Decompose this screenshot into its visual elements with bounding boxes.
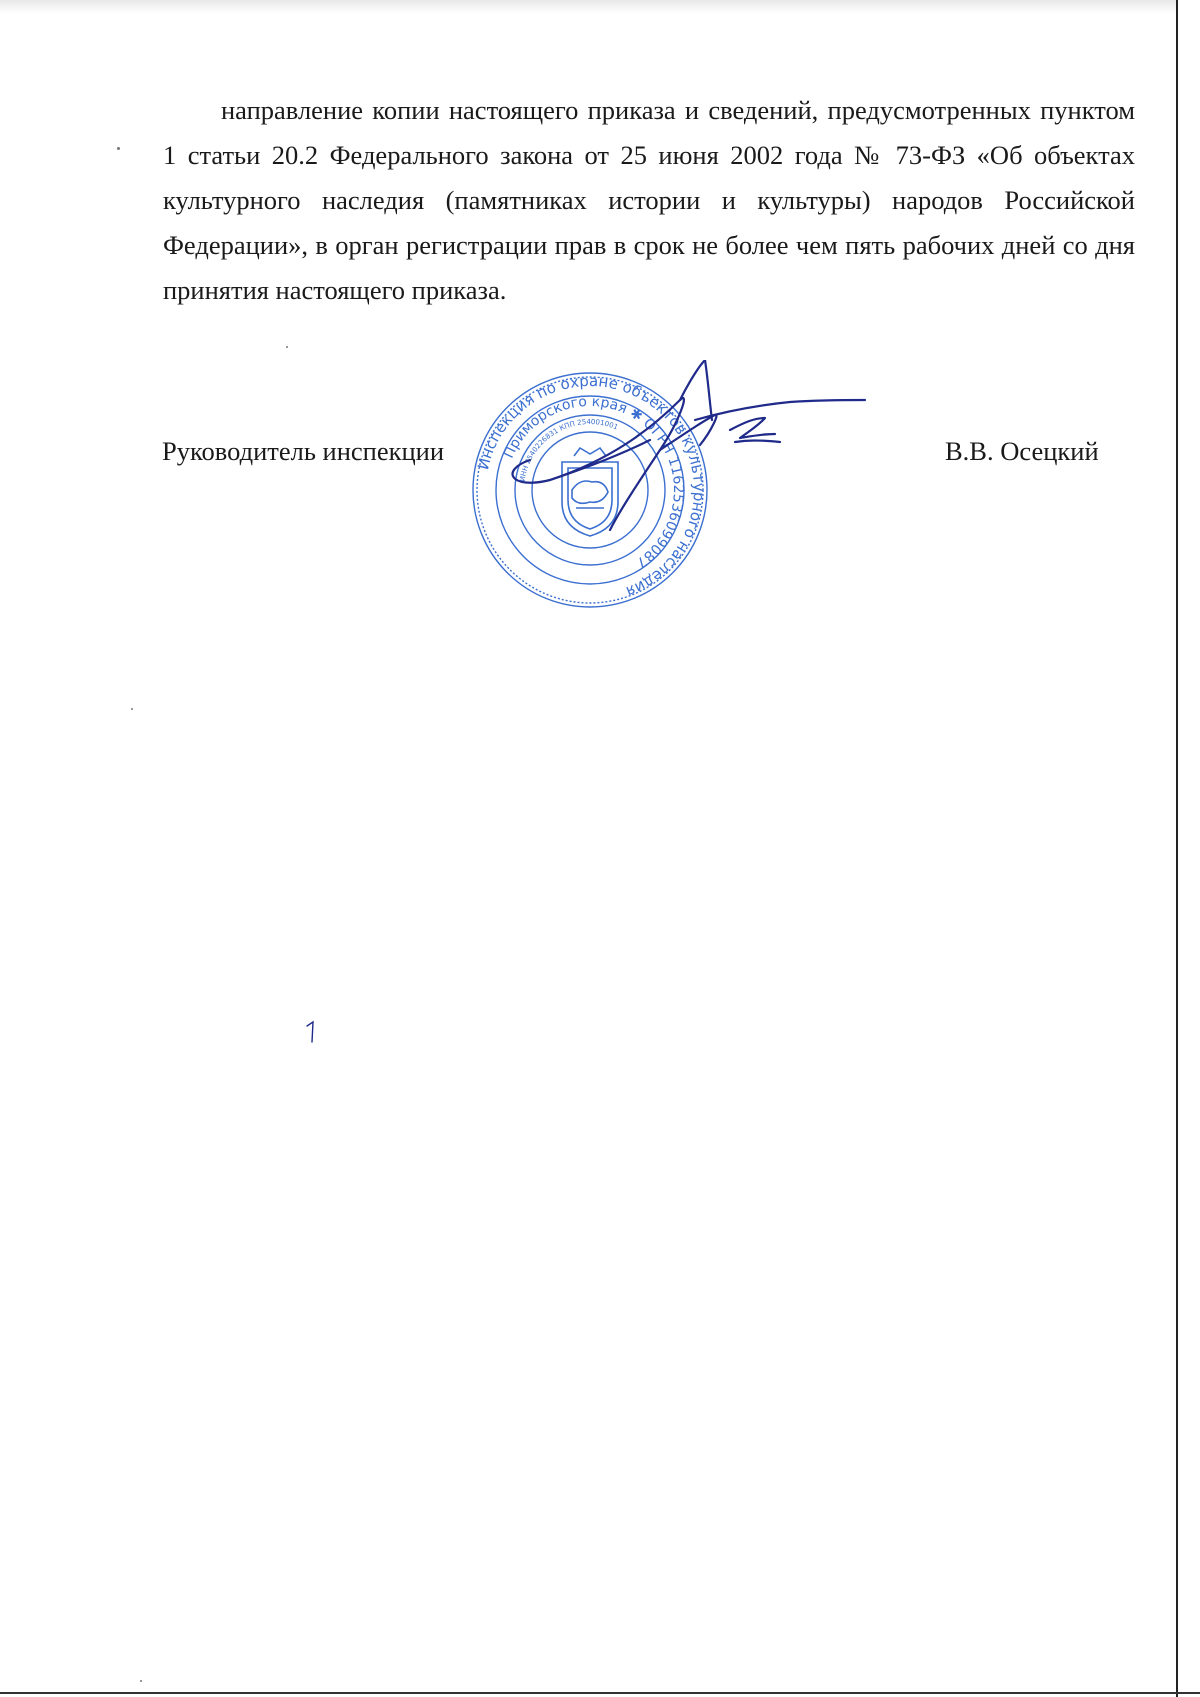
body-paragraph: направление копии настоящего приказа и сведений, предусмотренных пунктом 1 статьи 20.2 Федерального закона от 25 июня 2002 года № 73-ФЗ «Об объектах культурного наследия (памятниках истории и культуры) народов Российской Федерации», в орган регистрации прав в срок не более чем пять рабочих дней со дня принятия настоящего приказа. — [163, 95, 1135, 305]
scan-top-shade — [0, 0, 1176, 14]
pen-mark — [304, 1020, 318, 1044]
signatory-title: Руководитель инспекции — [162, 436, 445, 466]
seal-inner-text: ИНН 2540226831 КПП 254001001 — [518, 417, 620, 483]
signatory-name: В.В. Осецкий — [945, 436, 1099, 466]
scan-edge-bottom — [0, 1692, 1200, 1694]
scan-speck — [140, 1680, 142, 1682]
scan-speck — [117, 147, 120, 150]
scan-edge-right — [1176, 0, 1178, 1697]
seal-middle-text: Приморского края ✱ ОГРН 1162536099087 — [500, 393, 687, 571]
seal-outer-text: Инспекция по охране объектов культурного наследия — [474, 371, 709, 601]
scan-speck — [131, 708, 133, 710]
handwritten-signature — [490, 360, 870, 540]
scan-speck — [286, 346, 288, 348]
